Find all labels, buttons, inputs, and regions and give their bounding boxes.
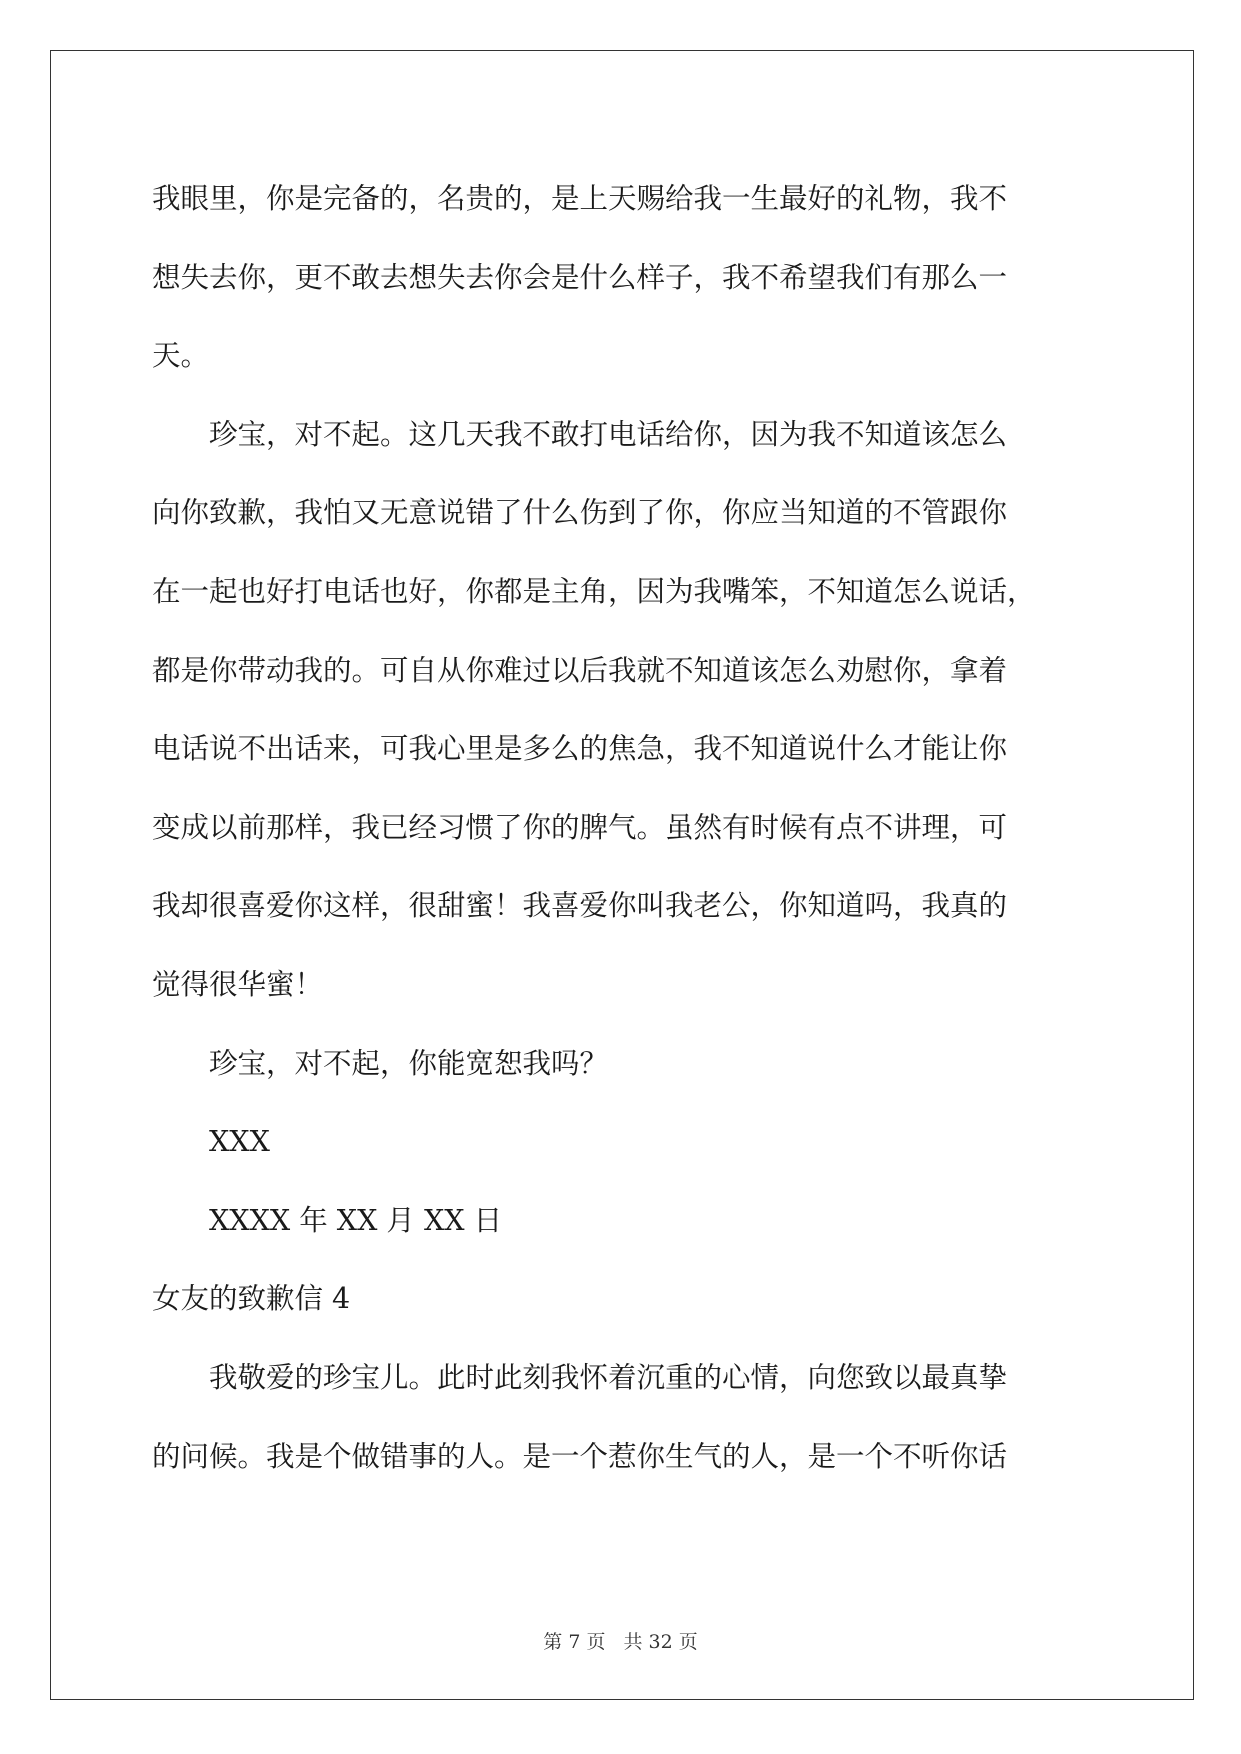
text-line: 电话说不出话来，可我心里是多么的焦急，我不知道说什么才能让你	[152, 732, 1008, 766]
document-body	[152, 160, 1098, 1496]
section-heading	[152, 1260, 1098, 1339]
text-line: 我眼里，你是完备的，名贵的，是上天赐给我一生最好的礼物，我不	[152, 182, 1008, 215]
letter-date: XXXX 年 XX 月 XX 日	[209, 1203, 503, 1237]
signature-name: XXX	[209, 1125, 270, 1159]
paragraph	[152, 1339, 1098, 1496]
text-line: 我却很喜爱你这样，很甜蜜！我喜爱你叫我老公，你知道吗，我真的	[152, 889, 1008, 923]
paragraph	[152, 1025, 1098, 1104]
signature	[152, 1103, 1098, 1182]
text-line: 珍宝，对不起。这几天我不敢打电话给你，因为我不知道该怎么	[209, 417, 1008, 451]
text-line: 变成以前那样，我已经习惯了你的脾气。虽然有时候有点不讲理，可	[152, 810, 1008, 844]
paragraph	[152, 396, 1098, 1025]
page-number: 第 7 页	[543, 1631, 606, 1653]
text-line: 觉得很华蜜！	[152, 967, 324, 1001]
paragraph	[152, 160, 1098, 396]
text-line: 都是你带动我的。可自从你难过以后我就不知道该怎么劝慰你，拿着	[152, 653, 1008, 687]
text-line: 天。	[152, 339, 210, 373]
date-line	[152, 1182, 1098, 1261]
heading-text: 女友的致歉信 4	[152, 1282, 351, 1316]
text-line: 在一起也好打电话也好，你都是主角，因为我嘴笨，不知道怎么说话，	[152, 574, 1036, 608]
text-line: 想失去你，更不敢去想失去你会是什么样子，我不希望我们有那么一	[152, 260, 1008, 294]
page-footer	[0, 1627, 1241, 1654]
text-line: 向你致歉，我怕又无意说错了什么伤到了你，你应当知道的不管跟你	[152, 496, 1008, 530]
text-line: 我敬爱的珍宝儿。此时此刻我怀着沉重的心情，向您致以最真挚	[209, 1360, 1008, 1394]
page-total: 共 32 页	[623, 1631, 698, 1653]
text-line: 的问候。我是个做错事的人。是一个惹你生气的人，是一个不听你话	[152, 1439, 1008, 1473]
text-line: 珍宝，对不起，你能宽恕我吗？	[209, 1046, 609, 1080]
